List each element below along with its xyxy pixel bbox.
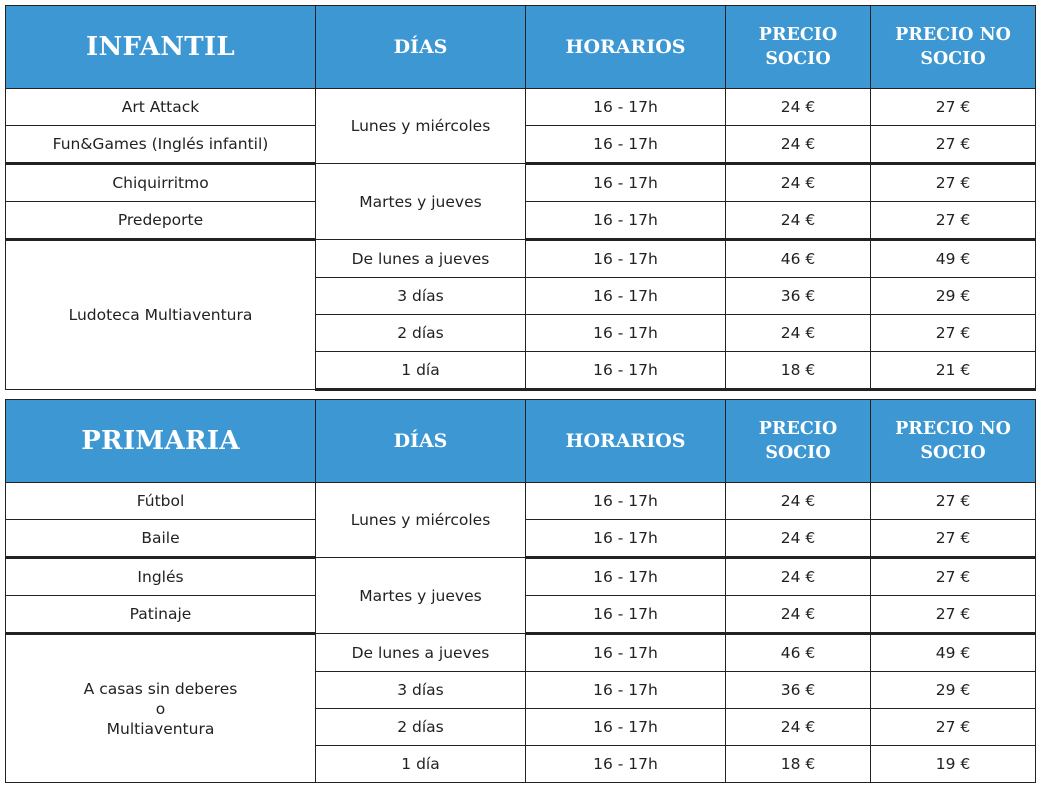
table-row: [6, 89, 1036, 126]
table-row: [6, 558, 1036, 596]
price-nonmember-cell: 27 €: [871, 126, 1036, 164]
activity-cell: Baile: [6, 520, 316, 558]
price-nonmember-cell: 19 €: [871, 746, 1036, 783]
days-header: DÍAS: [316, 400, 526, 483]
price-nonmember-line2: SOCIO: [920, 49, 986, 69]
price-nonmember-line1: PRECIO NO: [895, 419, 1011, 439]
activity-cell: Art Attack: [6, 89, 316, 126]
days-cell: Martes y jueves: [316, 558, 526, 634]
price-member-cell: 24 €: [726, 520, 871, 558]
price-nonmember-cell: 27 €: [871, 202, 1036, 240]
price-member-cell: 24 €: [726, 202, 871, 240]
infantil-table: [5, 5, 1036, 391]
days-cell: De lunes a jueves: [316, 634, 526, 672]
price-nonmember-header: [871, 6, 1036, 89]
primaria-table: [5, 399, 1036, 783]
table-row: [6, 634, 1036, 672]
activity-line: Multiaventura: [106, 719, 215, 738]
hours-cell: 16 - 17h: [526, 709, 726, 746]
hours-cell: 16 - 17h: [526, 352, 726, 390]
days-cell: Martes y jueves: [316, 164, 526, 240]
price-member-cell: 24 €: [726, 315, 871, 352]
price-member-cell: 46 €: [726, 240, 871, 278]
hours-cell: 16 - 17h: [526, 558, 726, 596]
price-member-line2: SOCIO: [765, 49, 831, 69]
activity-cell: Fútbol: [6, 483, 316, 520]
price-member-cell: 24 €: [726, 709, 871, 746]
price-member-cell: 24 €: [726, 596, 871, 634]
price-nonmember-header: [871, 400, 1036, 483]
days-cell: 2 días: [316, 709, 526, 746]
price-nonmember-cell: 27 €: [871, 315, 1036, 352]
price-member-line1: PRECIO: [758, 25, 838, 45]
hours-cell: 16 - 17h: [526, 672, 726, 709]
price-member-cell: 24 €: [726, 558, 871, 596]
group-title: PRIMARIA: [6, 400, 316, 483]
price-member-cell: 18 €: [726, 352, 871, 390]
activity-cell: Patinaje: [6, 596, 316, 634]
price-nonmember-line1: PRECIO NO: [895, 25, 1011, 45]
days-cell: Lunes y miércoles: [316, 89, 526, 164]
days-cell: 3 días: [316, 278, 526, 315]
days-cell: 3 días: [316, 672, 526, 709]
price-nonmember-cell: 27 €: [871, 558, 1036, 596]
price-nonmember-cell: 29 €: [871, 278, 1036, 315]
table-row: [6, 483, 1036, 520]
hours-cell: 16 - 17h: [526, 746, 726, 783]
price-nonmember-cell: 27 €: [871, 483, 1036, 520]
hours-cell: 16 - 17h: [526, 278, 726, 315]
days-cell: De lunes a jueves: [316, 240, 526, 278]
price-member-cell: 24 €: [726, 483, 871, 520]
days-cell: 1 día: [316, 352, 526, 390]
hours-cell: 16 - 17h: [526, 634, 726, 672]
hours-header: HORARIOS: [526, 6, 726, 89]
hours-header: HORARIOS: [526, 400, 726, 483]
activity-cell: Ludoteca Multiaventura: [6, 240, 316, 390]
hours-cell: 16 - 17h: [526, 89, 726, 126]
activity-cell: Inglés: [6, 558, 316, 596]
price-nonmember-cell: 27 €: [871, 89, 1036, 126]
price-member-cell: 36 €: [726, 672, 871, 709]
price-nonmember-cell: 49 €: [871, 634, 1036, 672]
table-row: [6, 240, 1036, 278]
price-member-cell: 24 €: [726, 164, 871, 202]
activity-line: A casas sin deberes: [83, 679, 238, 698]
price-member-cell: 46 €: [726, 634, 871, 672]
price-member-line2: SOCIO: [765, 443, 831, 463]
days-header: DÍAS: [316, 6, 526, 89]
table-row: [6, 164, 1036, 202]
price-member-cell: 24 €: [726, 89, 871, 126]
price-member-cell: 18 €: [726, 746, 871, 783]
activity-cell: Predeporte: [6, 202, 316, 240]
price-nonmember-cell: 49 €: [871, 240, 1036, 278]
hours-cell: 16 - 17h: [526, 483, 726, 520]
price-nonmember-cell: 27 €: [871, 520, 1036, 558]
price-member-line1: PRECIO: [758, 419, 838, 439]
hours-cell: 16 - 17h: [526, 240, 726, 278]
hours-cell: 16 - 17h: [526, 596, 726, 634]
activity-line: o: [155, 699, 166, 718]
days-cell: 1 día: [316, 746, 526, 783]
hours-cell: 16 - 17h: [526, 520, 726, 558]
days-cell: Lunes y miércoles: [316, 483, 526, 558]
days-cell: 2 días: [316, 315, 526, 352]
price-nonmember-cell: 27 €: [871, 709, 1036, 746]
price-member-header: [726, 6, 871, 89]
infantil-header-row: [6, 6, 1036, 89]
price-nonmember-cell: 29 €: [871, 672, 1036, 709]
price-nonmember-line2: SOCIO: [920, 443, 986, 463]
price-member-header: [726, 400, 871, 483]
hours-cell: 16 - 17h: [526, 164, 726, 202]
price-nonmember-cell: 21 €: [871, 352, 1036, 390]
hours-cell: 16 - 17h: [526, 315, 726, 352]
hours-cell: 16 - 17h: [526, 126, 726, 164]
activity-cell: [6, 634, 316, 783]
activity-cell: Chiquirritmo: [6, 164, 316, 202]
hours-cell: 16 - 17h: [526, 202, 726, 240]
price-nonmember-cell: 27 €: [871, 164, 1036, 202]
primaria-header-row: [6, 400, 1036, 483]
price-nonmember-cell: 27 €: [871, 596, 1036, 634]
price-member-cell: 36 €: [726, 278, 871, 315]
group-title: INFANTIL: [6, 6, 316, 89]
price-member-cell: 24 €: [726, 126, 871, 164]
activity-cell: Fun&Games (Inglés infantil): [6, 126, 316, 164]
